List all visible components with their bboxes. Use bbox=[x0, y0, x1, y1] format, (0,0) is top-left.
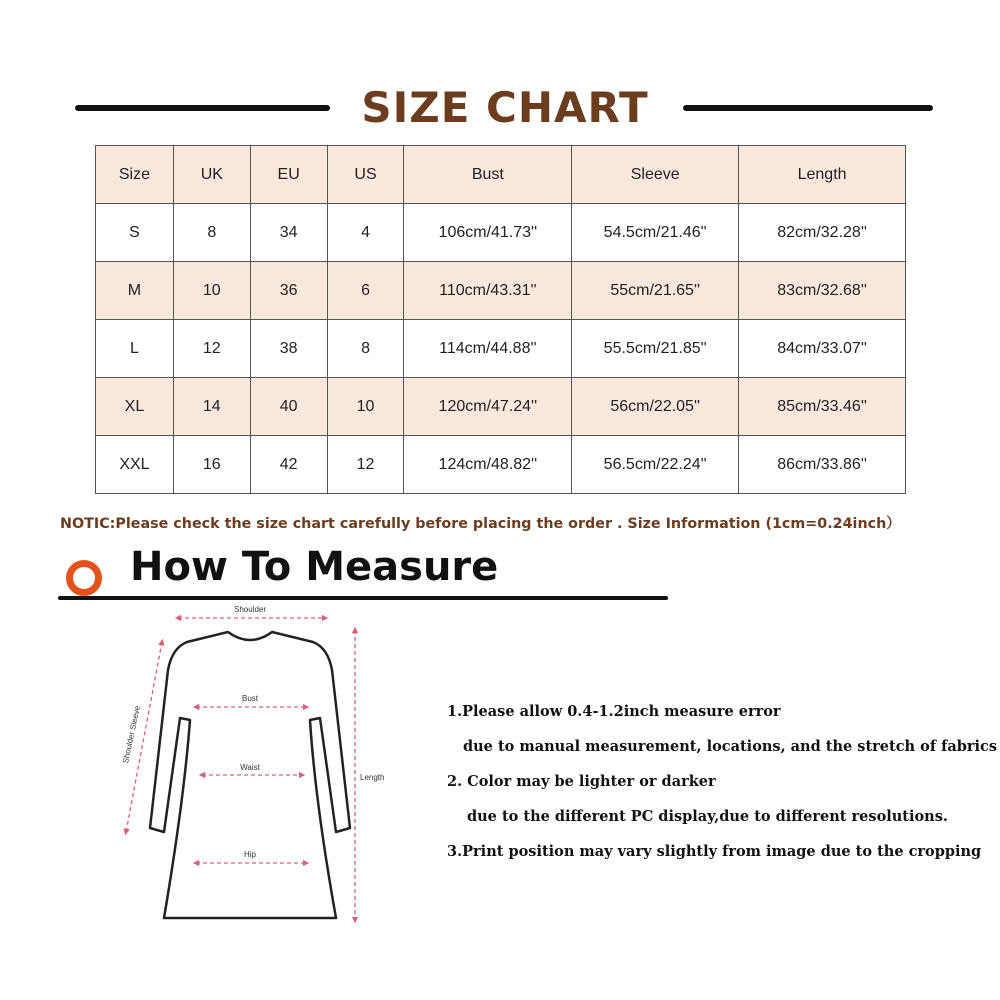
table-cell: 6 bbox=[327, 262, 404, 320]
table-cell: 8 bbox=[173, 204, 250, 262]
waist-label: Waist bbox=[240, 763, 260, 772]
table-cell: 12 bbox=[173, 320, 250, 378]
table-cell: 55.5cm/21.85'' bbox=[572, 320, 739, 378]
length-label: Length bbox=[360, 773, 385, 782]
dress-outline bbox=[150, 632, 350, 918]
table-cell: 10 bbox=[327, 378, 404, 436]
table-cell: 56.5cm/22.24'' bbox=[572, 436, 739, 494]
table-row bbox=[96, 320, 906, 378]
table-cell: 110cm/43.31'' bbox=[404, 262, 572, 320]
table-cell: 86cm/33.86'' bbox=[739, 436, 906, 494]
table-cell: 114cm/44.88'' bbox=[404, 320, 572, 378]
title-rule-right bbox=[683, 105, 933, 111]
table-cell: 124cm/48.82'' bbox=[404, 436, 572, 494]
table-cell: 36 bbox=[250, 262, 327, 320]
table-cell: 42 bbox=[250, 436, 327, 494]
table-cell: 106cm/41.73'' bbox=[404, 204, 572, 262]
table-cell: 4 bbox=[327, 204, 404, 262]
header-cell: Bust bbox=[404, 146, 572, 204]
table-cell: 16 bbox=[173, 436, 250, 494]
how-to-measure-heading bbox=[58, 540, 678, 602]
header-cell: UK bbox=[173, 146, 250, 204]
measure-notes bbox=[447, 703, 997, 878]
shoulder-sleeve-label: Shoulder Sleeve bbox=[121, 704, 143, 765]
table-cell: 84cm/33.07'' bbox=[739, 320, 906, 378]
note-item: 1.Please allow 0.4-1.2inch measure error bbox=[447, 703, 781, 720]
table-cell: 14 bbox=[173, 378, 250, 436]
table-cell: 55cm/21.65'' bbox=[572, 262, 739, 320]
table-row bbox=[96, 378, 906, 436]
table-cell: 34 bbox=[250, 204, 327, 262]
note-item: due to the different PC display,due to different resolutions. bbox=[467, 808, 948, 825]
header-cell: Sleeve bbox=[572, 146, 739, 204]
bust-label: Bust bbox=[241, 694, 259, 703]
note-item: 2. Color may be lighter or darker bbox=[447, 773, 716, 790]
table-cell: S bbox=[96, 204, 174, 262]
table-row bbox=[96, 436, 906, 494]
table-cell: 40 bbox=[250, 378, 327, 436]
table-cell: 82cm/32.28'' bbox=[739, 204, 906, 262]
table-cell: 83cm/32.68'' bbox=[739, 262, 906, 320]
shoulder-label: Shoulder bbox=[233, 605, 267, 614]
table-header-row bbox=[96, 146, 906, 204]
note-item: due to manual measurement, locations, and the stretch of fabrics bbox=[463, 738, 998, 755]
dress-measure-diagram bbox=[110, 600, 410, 945]
table-row bbox=[96, 204, 906, 262]
table-cell: L bbox=[96, 320, 174, 378]
how-to-measure-title: How To Measure bbox=[130, 544, 499, 590]
header-cell: EU bbox=[250, 146, 327, 204]
table-cell: 54.5cm/21.46'' bbox=[572, 204, 739, 262]
header-cell: Length bbox=[739, 146, 906, 204]
table-cell: 38 bbox=[250, 320, 327, 378]
table-row bbox=[96, 262, 906, 320]
page-title: SIZE CHART bbox=[361, 83, 649, 132]
table-cell: 10 bbox=[173, 262, 250, 320]
table-cell: 8 bbox=[327, 320, 404, 378]
table-cell: 56cm/22.05'' bbox=[572, 378, 739, 436]
header-cell: US bbox=[327, 146, 404, 204]
table-cell: 85cm/33.46'' bbox=[739, 378, 906, 436]
table-cell: XL bbox=[96, 378, 174, 436]
title-rule-left bbox=[75, 105, 330, 111]
header-cell: Size bbox=[96, 146, 174, 204]
note-item: 3.Print position may vary slightly from image due to the cropping bbox=[447, 843, 982, 860]
size-table bbox=[95, 145, 906, 494]
table-cell: 12 bbox=[327, 436, 404, 494]
hip-label: Hip bbox=[243, 850, 257, 859]
size-notice: NOTIC:Please check the size chart carefully before placing the order . Size Information (1cm=0.24inch） bbox=[60, 516, 901, 532]
table-cell: 120cm/47.24'' bbox=[404, 378, 572, 436]
table-cell: XXL bbox=[96, 436, 174, 494]
size-chart-header bbox=[0, 78, 1000, 138]
circle-bullet-icon bbox=[66, 560, 102, 596]
table-cell: M bbox=[96, 262, 174, 320]
